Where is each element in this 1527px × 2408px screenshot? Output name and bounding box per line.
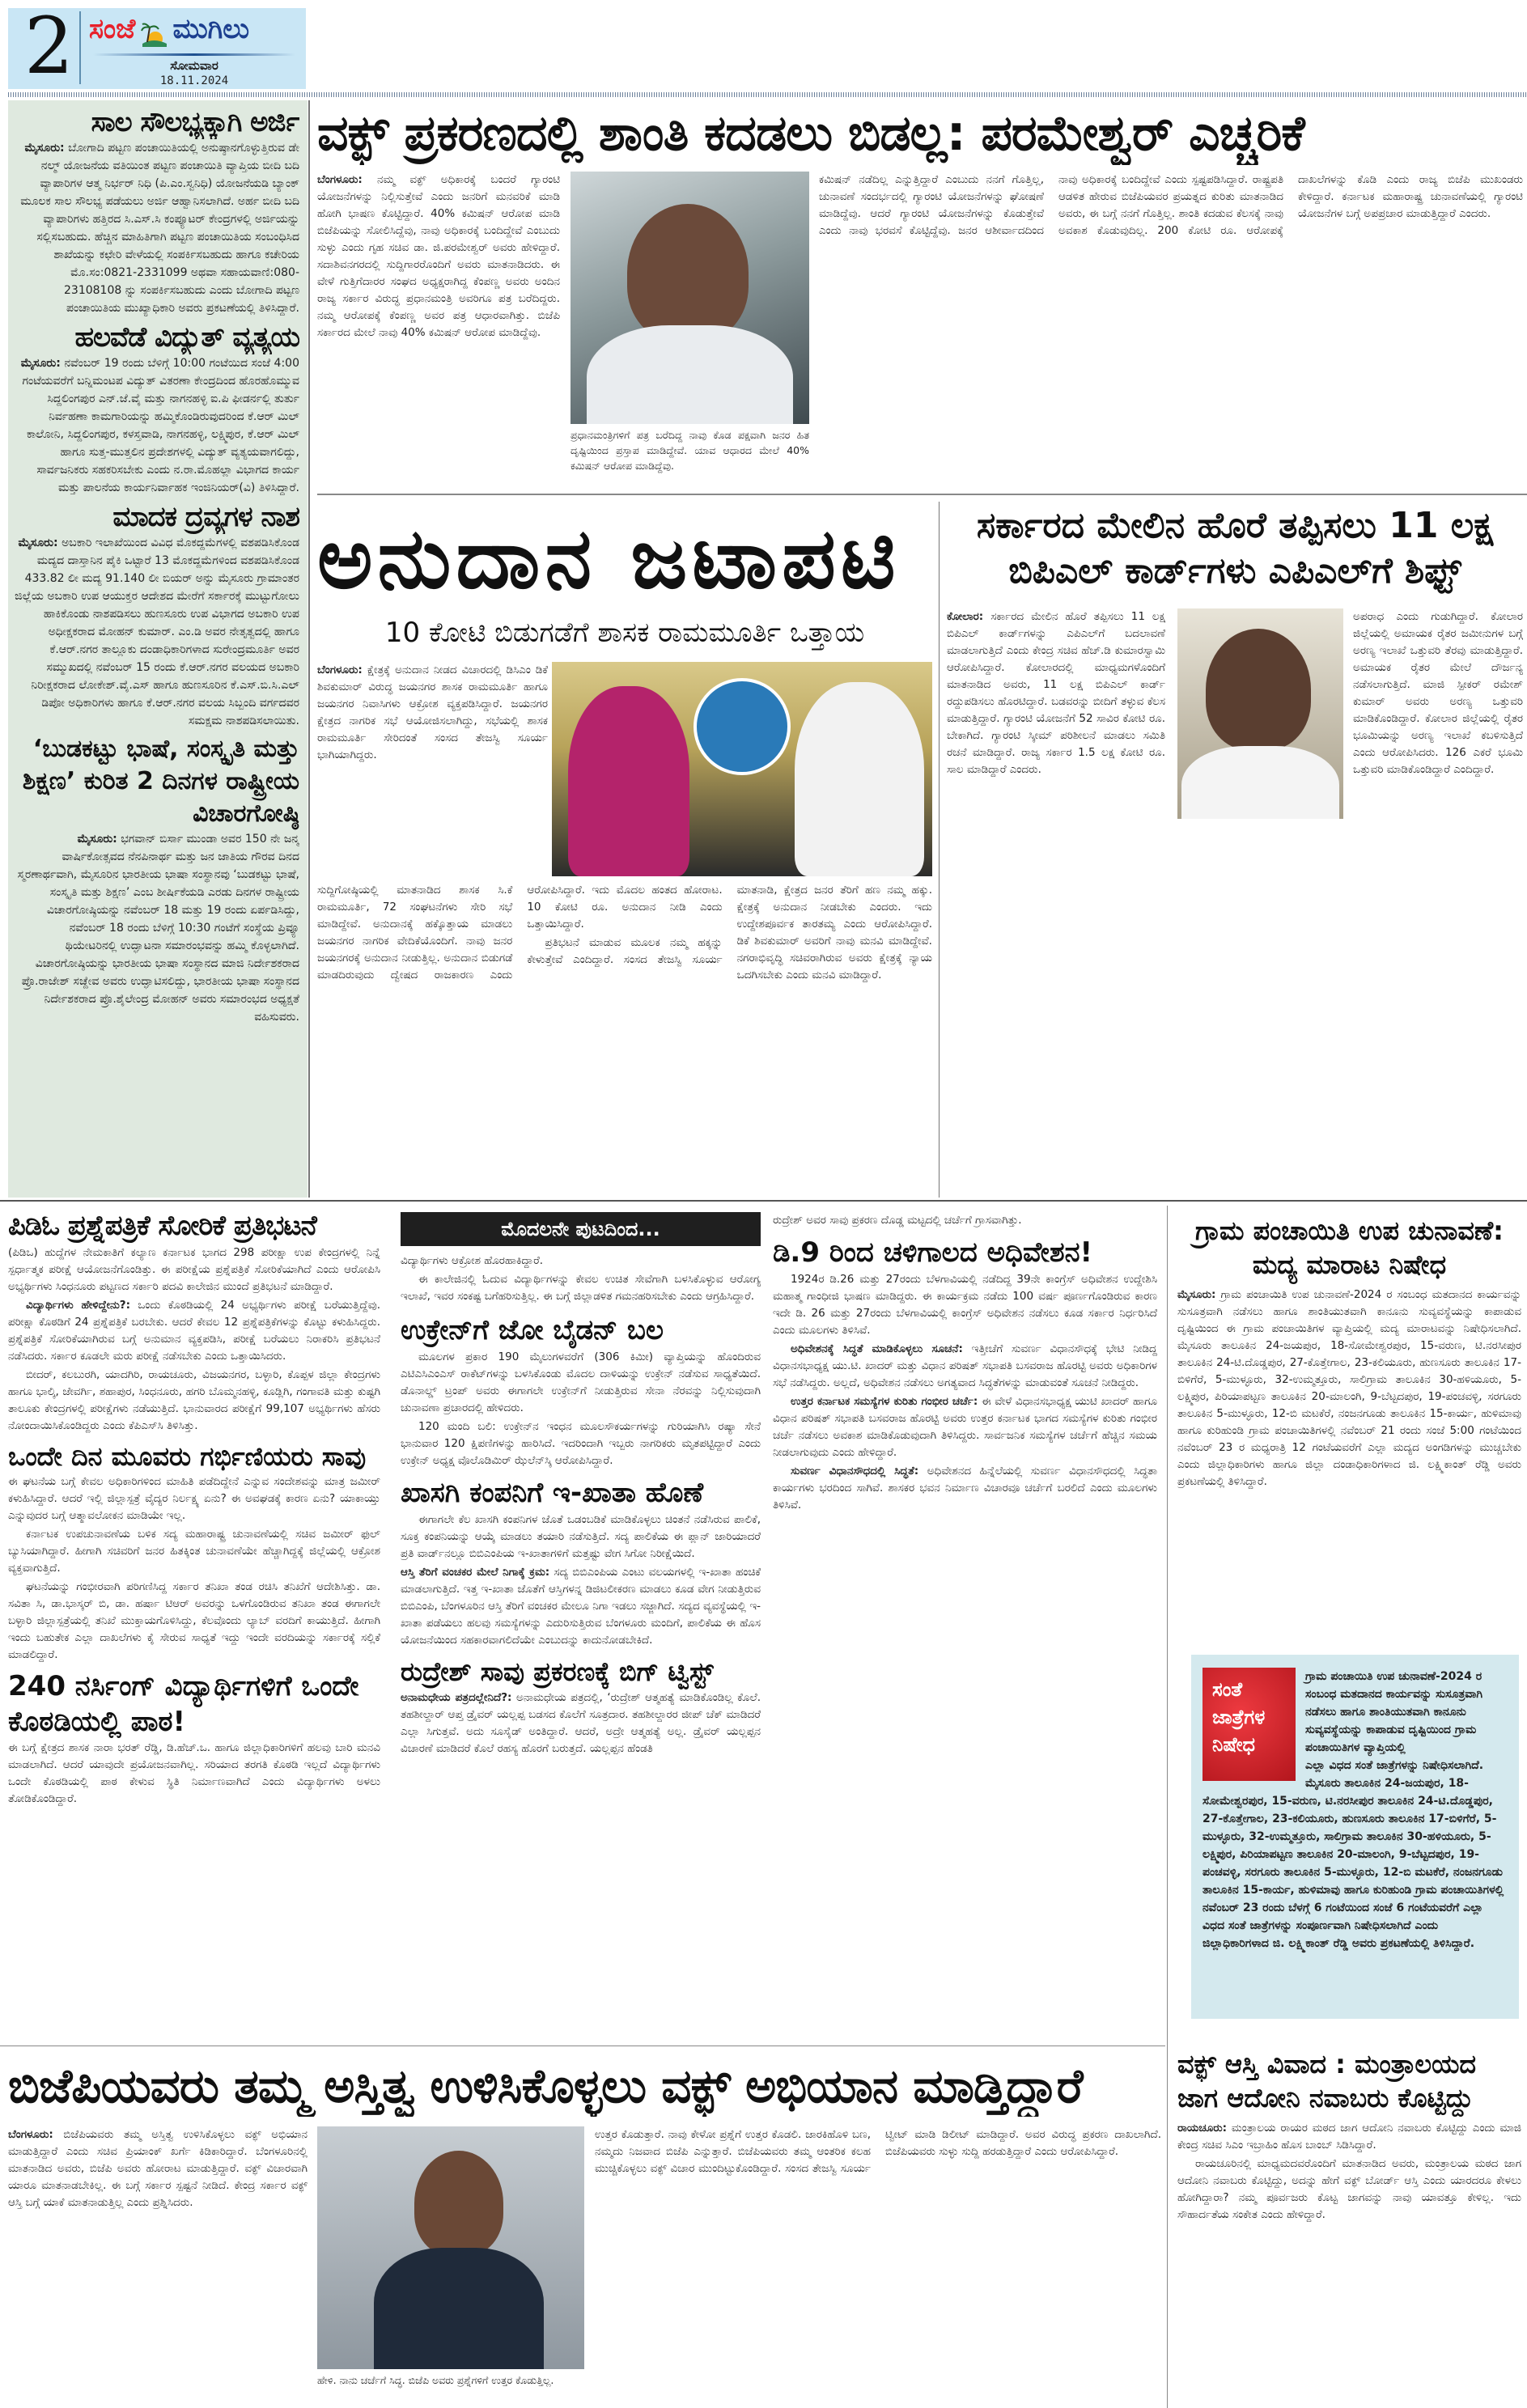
bottom-headline: ಬಿಜೆಪಿಯವರು ತಮ್ಮ ಅಸ್ತಿತ್ವ ಉಳಿಸಿಕೊಳ್ಳಲು ವಕ್ಫ್ ಅಭಿಯಾನ ಮಾಡ್ತಿದ್ದಾರೆ	[8, 2058, 1083, 2113]
story-paragraph: (ಪಿಡಿಒ) ಹುದ್ದೆಗಳ ನೇಮಕಾತಿಗೆ ಕಲ್ಯಾಣ ಕರ್ನಾಟಕ ಭಾಗದ 298 ಪರೀಕ್ಷಾ ಉಪ ಕೇಂದ್ರಗಳಲ್ಲಿ ನಿನ್ನೆ ಸ್ಪರ್ಧಾತ್ಮಕ ಪರೀಕ್ಷೆ ಆಯೋಜನೆಗೊಂಡಿತ್ತು. ಈ ಪರೀಕ್ಷೆಯ ಪ್ರಶ್ನೆಪತ್ರಿಕೆ ಸೋರಿಕೆಯಾಗಿದೆ ಎಂದು ಆರೋಪಿಸಿ ಅಭ್ಯರ್ಥಿಗಳು ಸಿಂಧನೂರು ಪಟ್ಟಣದ ಸರ್ಕಾರಿ ಪದವಿ ಕಾಲೇಜಿನ ಮುಂದೆ ಪ್ರತಿಭಟನೆ ಮಾಡಿದ್ದಾರೆ.	[8, 1246, 380, 1293]
story-paragraph: ಸುದ್ದಿಗೋಷ್ಠಿಯಲ್ಲಿ ಮಾತನಾಡಿದ ಶಾಸಕ ಸಿ.ಕೆ ರಾಮಮೂರ್ತಿ, 72 ಸಂಘಟನೆಗಳು ಸೇರಿ ಸಭೆ ಮಾಡಿದ್ದೇವೆ. ಅನುದಾನಕ್ಕೆ ಹಕ್ಕೊತ್ತಾಯ ಮಾಡಲು ಜಯನಗರ ನಾಗರಿಕ ವೇದಿಕೆಯೊಂದಿಗೆ. ನಾವು ಜನರ ಜಯನಗರಕ್ಕೆ ಅನುದಾನ ನೀಡುತ್ತಿಲ್ಲ. ಅನುದಾನ ಬಿಡುಗಡೆ ಮಾಡದಿರುವುದು ದ್ವೇಷದ ರಾಜಕಾರಣ ಎಂದು ಆರೋಪಿಸಿದ್ದಾರೆ. ಇದು ಮೊದಲ ಹಂತದ ಹೋರಾಟ. 10 ಕೋಟಿ ರೂ. ಅನುದಾನ ನೀಡಿ ಎಂದು ಒತ್ತಾಯಿಸಿದ್ದಾರೆ.	[317, 884, 723, 981]
story-paragraph: ಈ ಬಗ್ಗೆ ಕ್ಷೇತ್ರದ ಶಾಸಕ ನಾರಾ ಭರತ್ ರೆಡ್ಡಿ, ಡಿ.ಹೆಚ್.ಒ. ಹಾಗೂ ಜಿಲ್ಲಾಧಿಕಾರಿಗಳಿಗೆ ಹಲವು ಬಾರಿ ಮನವಿ ಮಾಡಲಾಗಿದೆ. ಆದರೆ ಯಾವುದೇ ಪ್ರಯೋಜನವಾಗಿಲ್ಲ. ಸರಿಯಾದ ತರಗತಿ ಕೊಠಡಿ ಇಲ್ಲದೆ ವಿದ್ಯಾರ್ಥಿಗಳು ಒಂದೇ ಕೊಠಡಿಯಲ್ಲಿ ಪಾಠ ಕೇಳುವ ಸ್ಥಿತಿ ನಿರ್ಮಾಣವಾಗಿದೆ ಎಂದು ವಿದ್ಯಾರ್ಥಿಗಳು ಅಳಲು ತೋಡಿಕೊಂಡಿದ್ದಾರೆ.	[8, 1741, 380, 1805]
grant-headline: ಅನುದಾನ ಜಟಾಪಟಿ	[317, 510, 901, 607]
pdo-body	[8, 1244, 380, 1436]
mantralaya-body	[1177, 2120, 1521, 2403]
sidebar-headline: ಹಲವೆಡೆ ವಿದ್ಯುತ್ ವ್ಯತ್ಯಯ	[74, 321, 299, 354]
story-text: ಇತ್ತೀಚೆಗೆ ಸುವರ್ಣ ವಿಧಾನಸೌಧಕ್ಕೆ ಭೇಟಿ ನೀಡಿದ್ದ ವಿಧಾನಸಭಾಧ್ಯಕ್ಷ ಯು.ಟಿ. ಖಾದರ್ ಮತ್ತು ವಿಧಾನ ಪರಿಷತ್ ಸಭಾಪತಿ ಬಸವರಾಜ ಹೊರಟ್ಟಿ ಅವರು ಅಧಿಕಾರಿಗಳ ಸಭೆ ನಡೆಸಿದ್ದರು. ಅಲ್ಲದೆ, ಅಧಿವೇಶನ ನಡೆಸಲು ಅಗತ್ಯವಾದ ಸಿದ್ಧತೆಗಳನ್ನು ಮಾಡುವಂತೆ ಸೂಚನೆ ನೀಡಿದ್ದರು.	[773, 1342, 1157, 1389]
story-text: ಅಪರಾಧ ಎಂದು ಗುಡುಗಿದ್ದಾರೆ. ಕೋಲಾರ ಜಿಲ್ಲೆಯಲ್ಲಿ ಅಮಾಯಕ ರೈತರ ಜಮೀನುಗಳ ಬಗ್ಗೆ ಅರಣ್ಯ ಇಲಾಖೆ ಒತ್ತುವರಿ ತೆರವು ಮಾಡುತ್ತಿದ್ದಾರೆ. ಅಮಾಯಕ ರೈತರ ಮೇಲೆ ದೌರ್ಜನ್ಯ ನಡೆಸಲಾಗುತ್ತಿದೆ. ಮಾಜಿ ಸ್ಪೀಕರ್ ರಮೇಶ್ ಕುಮಾರ್ ಅವರು ಅರಣ್ಯ ಒತ್ತುವರಿ ಮಾಡಿಕೊಂಡಿದ್ದಾರೆ. ಕೋಲಾರ ಜಿಲ್ಲೆಯಲ್ಲಿ ರೈತರ ಭೂಮಿಯನ್ನು ಅರಣ್ಯ ಇಲಾಖೆ ಕಬಳಿಸುತ್ತಿದೆ ಎಂದು ಆರೋಪಿಸಿದರು. 126 ಎಕರೆ ಭೂಮಿ ಒತ್ತುವರಿ ಮಾಡಿಕೊಂಡಿದ್ದಾರೆ ಎಂದಿದ್ದಾರೆ.	[1353, 610, 1523, 776]
subhead: ಅಧಿವೇಶನಕ್ಕೆ ಸಿದ್ಧತೆ ಮಾಡಿಕೊಳ್ಳಲು ಸೂಚನೆ:	[791, 1342, 963, 1355]
dateline: ಮೈಸೂರು:	[24, 142, 65, 155]
lead-headline: ವಕ್ಫ್ ಪ್ರಕರಣದಲ್ಲಿ ಶಾಂತಿ ಕದಡಲು ಬಿಡಲ್ಲ: ಪರಮೇಶ್ವರ್ ಎಚ್ಚರಿಕೆ	[317, 105, 1304, 162]
person-body	[374, 2248, 544, 2369]
sidebar-story	[15, 320, 299, 497]
subhead: ಅನಾಮಧೇಯ ಪತ್ರದಲ್ಲೇನಿದೆ?:	[401, 1691, 512, 1704]
top-dotted-rule	[8, 92, 1527, 97]
story-paragraph: ಕರ್ನಾಟಕ ಉಪಚುನಾವಣೆಯ ಬಳಿಕ ಸದ್ಯ ಮಹಾರಾಷ್ಟ್ರ ಚುನಾವಣೆಯಲ್ಲಿ ಸಚಿವ ಜಮೀರ್ ಫುಲ್ ಬ್ಯುಸಿಯಾಗಿದ್ದಾರೆ. ಹೀಗಾಗಿ ಸಚಿವರಿಗೆ ಜನರ ಹಿತಕ್ಕಿಂತ ಚುನಾವಣೆಯೇ ಹೆಚ್ಚಾಗಿದ್ದಕ್ಕೆ ಜಿಲ್ಲೆಯಲ್ಲಿ ಆಕ್ರೋಶ ವ್ಯಕ್ತವಾಗುತ್ತಿದೆ.	[8, 1528, 380, 1575]
person-right	[795, 682, 924, 876]
bottom-body-left	[8, 2126, 308, 2402]
story-paragraph: ಈ ಘಟನೆಯ ಬಗ್ಗೆ ಕೇವಲ ಅಧಿಕಾರಿಗಳಿಂದ ಮಾಹಿತಿ ಪಡೆದಿದ್ದೇನೆ ಎನ್ನುವ ಸಂದೇಶವನ್ನು ಮಾತ್ರ ಜಮೀರ್ ಕಳುಹಿಸಿದ್ದಾರೆ. ಆದರೆ ಇಲ್ಲಿ ಜಿಲ್ಲಾಸ್ಪತ್ರೆ ವೈದ್ಯರ ನಿರ್ಲಕ್ಷ್ಯ ಏನು? ಈ ಅವಘಡಕ್ಕೆ ಕಾರಣ ಏನು? ಯಾಕಾಯ್ತು ಎನ್ನುವುದರ ಬಗ್ಗೆ ಆತ್ಮಾವಲೋಕನ ಮಾಡಿಯೇ ಇಲ್ಲ.	[8, 1475, 380, 1522]
fair-ban-intro: ಗ್ರಾಮ ಪಂಚಾಯಿತಿ ಉಪ ಚುನಾವಣೆ-2024 ರ ಸಂಬಂಧ ಮತದಾನದ ಕಾರ್ಯವನ್ನು ಸುಸೂತ್ರವಾಗಿ ನಡೆಸಲು ಹಾಗೂ ಶಾಂತಿಯುತವಾಗಿ ಕಾನೂನು ಸುವ್ಯವಸ್ಥೆಯನ್ನು ಕಾಪಾಡುವ ದೃಷ್ಟಿಯಿಂದ ಗ್ರಾಮ ಪಂಚಾಯಿತಿಗಳ ವ್ಯಾಪ್ತಿಯಲ್ಲಿ	[1305, 1670, 1482, 1754]
person-body	[1181, 746, 1339, 819]
dateline: ಕೋಲಾರ:	[947, 610, 984, 623]
pregnant-body	[8, 1473, 380, 1665]
weekday: ಸೋಮವಾರ	[170, 58, 218, 73]
dateline: ಮೈಸೂರು:	[77, 833, 117, 846]
middle-bottom-rule	[0, 1200, 1527, 1202]
badge-line: ಸಂತೆ	[1212, 1678, 1243, 1701]
column-divider	[939, 502, 940, 1198]
story-text: ಅಧಿವೇಶನದ ಹಿನ್ನೆಲೆಯಲ್ಲಿ ಸುವರ್ಣ ವಿಧಾನಸೌಧದಲ್ಲಿ ಸಿದ್ಧತಾ ಕಾರ್ಯಗಳು ಭರದಿಂದ ಸಾಗಿವೆ. ಶಾಸಕರ ಭವನ ನಿರ್ಮಾಣ ವಿಚಾರವೂ ಚರ್ಚೆಗೆ ಬರಲಿದೆ ಎಂದು ಮೂಲಗಳು ತಿಳಿಸಿವೆ.	[773, 1465, 1157, 1511]
masthead-underline	[93, 53, 295, 56]
priyank-photo	[317, 2126, 584, 2369]
bottom-body-right	[595, 2126, 1161, 2402]
masthead-divider	[79, 11, 81, 84]
panchayat-headline: ಗ್ರಾಮ ಪಂಚಾಯಿತಿ ಉಪ ಚುನಾವಣೆ: ಮದ್ಯ ಮಾರಾಟ ನಿಷೇಧ	[1195, 1215, 1504, 1280]
story-paragraph: ಈ ಕಾಲೇಜಿನಲ್ಲಿ ಓದುವ ವಿದ್ಯಾರ್ಥಿಗಳನ್ನು ಕೇವಲ ಉಚಿತ ಸೇವೆಗಾಗಿ ಬಳಸಿಕೊಳ್ಳುವ ಆರೋಗ್ಯ ಇಲಾಖೆ, ಇವರ ಸಂಕಷ್ಟ ಬಗೆಹರಿಸುತ್ತಿಲ್ಲ. ಈ ಬಗ್ಗೆ ಜಿಲ್ಲಾಡಳಿತ ಗಮನಹರಿಸಬೇಕು ಎಂದು ಆಗ್ರಹಿಸಿದ್ದಾರೆ.	[401, 1273, 761, 1303]
photo-caption: ಹೇಳಿ. ನಾನು ಚರ್ಚೆಗೆ ಸಿದ್ಧ. ಬಿಜೆಪಿ ಅವರು ಪ್ರಶ್ನೆಗಳಿಗೆ ಉತ್ತರ ಕೊಡುತ್ತಿಲ್ಲ.	[317, 2374, 554, 2386]
fair-ban-box	[1191, 1655, 1519, 2019]
story-paragraph: ಈಗಾಗಲೇ ಕೆಲ ಖಾಸಗಿ ಕಂಪನಿಗಳ ಜೊತೆ ಒಡಂಬಡಿಕೆ ಮಾಡಿಕೊಳ್ಳಲು ಚಿಂತನೆ ನಡೆಸಿರುವ ಪಾಲಿಕೆ, ಸೂಕ್ತ ಕಂಪನಿಯನ್ನು ಆಯ್ಕೆ ಮಾಡಲು ತಯಾರಿ ನಡೆಸುತ್ತಿದೆ. ಸದ್ಯ ಪಾಲಿಕೆಯ ಈ ಪ್ಲಾನ್ ಜಾರಿಯಾದರೆ ಪ್ರತಿ ವಾರ್ಡ್‌ನಲ್ಲೂ ಬಿಬಿಎಂಪಿಯ ಇ-ಖಾತಾಗಳಿಗೆ ಮತ್ತಷ್ಟು ವೇಗ ಸಿಗೋ ನಿರೀಕ್ಷೆಯಿದೆ.	[401, 1513, 761, 1560]
subhead: ಉತ್ತರ ಕರ್ನಾಟಕ ಸಮಸ್ಯೆಗಳ ಕುರಿತು ಗಂಭೀರ ಚರ್ಚೆ:	[791, 1395, 978, 1408]
sidebar-story	[15, 105, 299, 317]
ekhata-headline: ಖಾಸಗಿ ಕಂಪನಿಗೆ ಇ-ಖಾತಾ ಹೊಣೆ	[401, 1477, 704, 1509]
person-figure	[627, 204, 749, 341]
rudresh-headline: ರುದ್ರೇಶ್ ಸಾವು ಪ್ರಕರಣಕ್ಕೆ ಬಿಗ್ ಟ್ವಿಸ್ಟ್	[401, 1656, 714, 1687]
page-number: 2	[24, 1, 74, 91]
badge-line: ನಿಷೇಧ	[1212, 1733, 1256, 1756]
sidebar-body	[15, 830, 299, 1026]
ukraine-headline: ಉಕ್ರೇನ್‌ಗೆ ಜೋ ಬೈಡನ್ ಬಲ	[401, 1314, 664, 1346]
grant-body-bottom	[317, 882, 932, 1193]
paper-name-blue: ಮುಗಿಲು	[172, 13, 250, 45]
session-headline: ಡಿ.9 ರಿಂದ ಚಳಿಗಾಲದ ಅಧಿವೇಶನ!	[773, 1236, 1093, 1269]
dateline: ಬೆಂಗಳೂರು:	[317, 663, 363, 676]
subhead: ಆಸ್ತಿ ತೆರಿಗೆ ವಂಚಕರ ಮೇಲೆ ನಿಗಾಕ್ಕೆ ಕ್ರಮ:	[401, 1566, 550, 1579]
lead-bottom-rule	[317, 494, 1527, 495]
panchayat-body	[1177, 1287, 1521, 1643]
sun-palm-logo-icon	[139, 23, 168, 47]
sidebar-story	[15, 733, 299, 1026]
grant-body-top	[317, 662, 548, 856]
pregnant-headline: ಒಂದೇ ದಿನ ಮೂವರು ಗರ್ಭಿಣಿಯರು ಸಾವು	[8, 1441, 367, 1472]
dateline: ಮೈಸೂರು:	[1177, 1288, 1216, 1301]
person-left	[568, 686, 689, 876]
subhead: ಸುವರ್ಣ ವಿಧಾನಸೌಧದಲ್ಲಿ ಸಿದ್ಧತೆ:	[791, 1465, 919, 1477]
story-text: ಕ್ಷೇತ್ರಕ್ಕೆ ಅನುದಾನ ನೀಡದ ವಿಚಾರದಲ್ಲಿ ಡಿಸಿಎಂ ಡಿಕೆ ಶಿವಕುಮಾರ್ ವಿರುದ್ಧ ಜಯನಗರ ಶಾಸಕ ರಾಮಮೂರ್ತಿ ಹಾಗೂ ಜಯನಗರ ನಿವಾಸಿಗಳು ಆಕ್ರೋಶ ವ್ಯಕ್ತಪಡಿಸಿದ್ದಾರೆ. ಜಯನಗರ ಕ್ಷೇತ್ರದ ನಾಗರಿಕ ಸಭೆ ಆಯೋಜಿಸಲಾಗಿದ್ದು, ಸಭೆಯಲ್ಲಿ ಶಾಸಕ ರಾಮಮೂರ್ತಿ ಸೇರಿದಂತೆ ಸಂಸದ ತೇಜಸ್ವಿ ಸೂರ್ಯ ಭಾಗಿಯಾಗಿದ್ದರು.	[317, 663, 548, 761]
story-paragraph: 1924ರ ಡಿ.26 ಮತ್ತು 27ರಂದು ಬೆಳಗಾವಿಯಲ್ಲಿ ನಡೆದಿದ್ದ 39ನೇ ಕಾಂಗ್ರೆಸ್ ಅಧಿವೇಶನ ಉದ್ದೇಶಿಸಿ ಮಹಾತ್ಮ ಗಾಂಧೀಜಿ ಭಾಷಣ ಮಾಡಿದ್ದರು. ಈ ಕಾರ್ಯಕ್ರಮ ನಡೆದು 100 ವರ್ಷ ಪೂರ್ಣಗೊಂಡಿರುವ ಕಾರಣ ಇದೇ ಡಿ. 26 ಮತ್ತು 27ರಂದು ಬೆಳಗಾವಿಯಲ್ಲಿ ಕಾಂಗ್ರೆಸ್ ಅಧಿವೇಶನ ನಡೆಸಲು ಕೂಡ ಸರ್ಕಾರ ನಿರ್ಧರಿಸಿದೆ ಎಂದು ಮೂಲಗಳು ತಿಳಿಸಿವೆ.	[773, 1273, 1157, 1337]
story-paragraph: ವಿದ್ಯಾರ್ಥಿಗಳು ಆಕ್ರೋಶ ಹೊರಹಾಕಿದ್ದಾರೆ.	[401, 1254, 544, 1267]
dateline: ರಾಯಚೂರು:	[1177, 2122, 1228, 2135]
rudresh-body	[401, 1689, 761, 1759]
dateline: ಬೆಂಗಳೂರು:	[8, 2128, 53, 2141]
sidebar-story	[15, 500, 299, 730]
sidebar-divider	[308, 100, 310, 1198]
bpl-body-left	[947, 608, 1165, 1191]
lower-left-column	[8, 1207, 380, 2041]
pdo-headline: ಪಿಡಿಓ ಪ್ರಶ್ನೆಪತ್ರಿಕೆ ಸೋರಿಕೆ ಪ್ರತಿಭಟನೆ	[8, 1210, 316, 1242]
story-text: ಸರ್ಕಾರದ ಮೇಲಿನ ಹೊರೆ ತಪ್ಪಿಸಲು 11 ಲಕ್ಷ ಬಿಪಿಎಲ್ ಕಾರ್ಡ್‌ಗಳನ್ನು ಎಪಿಎಲ್‌ಗೆ ಬದಲಾವಣೆ ಮಾಡಲಾಗುತ್ತಿದೆ ಎಂದು ಕೇಂದ್ರ ಸಚಿವ ಹೆಚ್.ಡಿ ಕುಮಾರಸ್ವಾಮಿ ಆರೋಪಿಸಿದ್ದಾರೆ. ಕೋಲಾರದಲ್ಲಿ ಮಾಧ್ಯಮಗಳೊಂದಿಗೆ ಮಾತನಾಡಿದ ಅವರು, 11 ಲಕ್ಷ ಬಿಪಿಎಲ್ ಕಾರ್ಡ್ ರದ್ದುಪಡಿಸಲು ಹೊರಟಿದ್ದಾರೆ. ಬಡವರನ್ನು ಬೀದಿಗೆ ತಳ್ಳುವ ಕೆಲಸ ಮಾಡುತ್ತಿದ್ದಾರೆ. ಗ್ಯಾರಂಟಿ ಯೋಜನೆಗೆ 52 ಸಾವಿರ ಕೋಟಿ ರೂ. ಬೇಕಾಗಿದೆ. ಗ್ಯಾರಂಟಿ ಸ್ಕೀಮ್ ಪರಿಶೀಲನೆ ಮಾಡಲು ಸಮಿತಿ ರಚನೆ ಮಾಡಿದ್ದಾರೆ. ರಾಜ್ಯ ಸರ್ಕಾರ 1.5 ಲಕ್ಷ ಕೋಟಿ ರೂ. ಸಾಲ ಮಾಡಿದ್ದಾರೆ ಎಂದರು.	[947, 610, 1165, 776]
dateline: ಮೈಸೂರು:	[20, 357, 61, 370]
ekhata-body	[401, 1511, 761, 1651]
col-a-body	[401, 1253, 761, 1307]
sidebar-headline: ಮಾದಕ ದ್ರವ್ಯಗಳ ನಾಶ	[112, 501, 299, 533]
subhead: ವಿದ್ಯಾರ್ಥಿಗಳು ಹೇಳಿದ್ದೇನು?:	[26, 1299, 130, 1312]
story-text: ಉತ್ತರ ಕೊಡುತ್ತಾರೆ. ನಾವು ಕೇಳೋ ಪ್ರಶ್ನೆಗೆ ಉತ್ತರ ಕೊಡಲಿ. ಜಾರಕಿಹೊಳಿ ಬಣ, ನಮ್ಮದು ನಿಜವಾದ ಬಿಜೆಪಿ ಎನ್ನುತ್ತಾರೆ. ಬಿಜೆಪಿಯವರು ತಮ್ಮ ಆಂತರಿಕ ಕಲಹ ಮುಚ್ಚಿಕೊಳ್ಳಲು ವಕ್ಫ್ ವಿಚಾರ ಮುಂದಿಟ್ಟುಕೊಂಡಿದ್ದಾರೆ. ಸಂಸದ ತೇಜಸ್ವಿ ಸೂರ್ಯ ಟ್ವೀಟ್ ಮಾಡಿ ಡಿಲೀಟ್ ಮಾಡಿದ್ದಾರೆ. ಅವರ ವಿರುದ್ಧ ಪ್ರಕರಣ ದಾಖಲಾಗಿದೆ. ಬಿಜೆಪಿಯವರು ಸುಳ್ಳು ಸುದ್ದಿ ಹರಡುತ್ತಿದ್ದಾರೆ ಎಂದು ಆರೋಪಿಸಿದ್ದಾರೆ.	[595, 2128, 1161, 2175]
sidebar	[8, 100, 308, 1198]
person-figure	[414, 2151, 503, 2256]
issue-date: 18.11.2024	[159, 74, 229, 87]
story-text: ನಮ್ಮ ವಕ್ಫ್ ಅಧಿಕಾರಕ್ಕೆ ಬಂದರೆ ಗ್ಯಾರಂಟಿ ಯೋಜನೆಗಳನ್ನು ನಿಲ್ಲಿಸುತ್ತೇವೆ ಎಂದು ಜನರಿಗೆ ಮನವರಿಕೆ ಮಾಡಿ ಹೋಗಿ ಭಾಷಣ ಕೊಟ್ಟಿದ್ದಾರೆ. 40% ಕಮಿಷನ್ ಆರೋಪ ಮಾಡಿ ಬಿಜೆಪಿಯನ್ನು ಸೋಲಿಸಿದ್ದೆವು, ನಾವು ಅಧಿಕಾರಕ್ಕೆ ಬಂದಿದ್ದೇವೆ ಎಂಬುದು ಸುಳ್ಳು ಎಂದು ಗೃಹ ಸಚಿವ ಡಾ. ಜಿ.ಪರಮೇಶ್ವರ್ ಅವರು ಹೇಳಿದ್ದಾರೆ. ಸದಾಶಿವನಗರದಲ್ಲಿ ಸುದ್ದಿಗಾರರೊಂದಿಗೆ ಅವರು ಮಾತನಾಡಿದರು. ಈ ವೇಳೆ ಗುತ್ತಿಗೆದಾರರ ಸಂಘದ ಅಧ್ಯಕ್ಷರಾಗಿದ್ದ ಕೆಂಪಣ್ಣ ಅವರು ಅಂದಿನ ರಾಜ್ಯ ಸರ್ಕಾರ ವಿರುದ್ಧ ಪ್ರಧಾನಮಂತ್ರಿ ಅವರಿಗೂ ಪತ್ರ ಬರೆದಿದ್ದರು. ನಮ್ಮ ಆರೋಪಕ್ಕೆ ಕೆಂಪಣ್ಣ ಅವರ ಪತ್ರ ಆಧಾರವಾಗಿತ್ತು. ಬಿಜೆಪಿ ಸರ್ಕಾರದ ಮೇಲೆ ನಾವು 40% ಕಮಿಷನ್ ಆರೋಪ ಮಾಡಿದ್ದೆವು.	[317, 173, 560, 339]
grant-subhead: 10 ಕೋಟಿ ಬಿಡುಗಡೆಗೆ ಶಾಸಕ ರಾಮಮೂರ್ತಿ ಒತ್ತಾಯ	[384, 617, 865, 649]
story-text: ಕಮಿಷನ್ ನಡೆದಿಲ್ಲ ಎನ್ನುತ್ತಿದ್ದಾರೆ ಎಂಬುದು ನನಗೆ ಗೊತ್ತಿಲ್ಲ, ಚುನಾವಣೆ ಸಂದರ್ಭದಲ್ಲಿ ಗ್ಯಾರಂಟಿ ಯೋಜನೆಗಳನ್ನು ಘೋಷಣೆ ಮಾಡಿದ್ದೆವು. ಆದರೆ ಗ್ಯಾರಂಟಿ ಯೋಜನೆಗಳನ್ನು ಕೊಡುತ್ತೇವೆ ಎಂದು ನಾವು ಭರವಸೆ ಕೊಟ್ಟಿದ್ದೆವು. ಜನರ ಆಶೀರ್ವಾದದಿಂದ ನಾವು ಅಧಿಕಾರಕ್ಕೆ ಬಂದಿದ್ದೇವೆ ಎಂದು ಸ್ಪಷ್ಟಪಡಿಸಿದ್ದಾರೆ. ರಾಷ್ಟ್ರಪತಿ ಆಡಳಿತ ಹೇರುವ ಬಿಜೆಪಿಯವರ ಪ್ರಯತ್ನದ ಕುರಿತು ಮಾತನಾಡಿದ ಅವರು, ಈ ಬಗ್ಗೆ ನನಗೆ ಗೊತ್ತಿಲ್ಲ. ಶಾಂತಿ ಕದಡುವ ಕೆಲಸಕ್ಕೆ ನಾವು ಅವಕಾಶ ಕೊಡುವುದಿಲ್ಲ. 200 ಕೋಟಿ ರೂ. ಆರೋಪಕ್ಕೆ ದಾಖಲೆಗಳನ್ನು ಕೊಡಿ ಎಂದು ರಾಜ್ಯ ಬಿಜೆಪಿ ಮುಖಂಡರು ಕೇಳಿದ್ದಾರೆ. ಕರ್ನಾಟಕ ಮಹಾರಾಷ್ಟ್ರ ಚುನಾವಣೆಯಲ್ಲಿ ಗ್ಯಾರಂಟಿ ಯೋಜನೆಗಳ ಬಗ್ಗೆ ಅಪಪ್ರಚಾರ ಮಾಡುತ್ತಿದ್ದಾರೆ ಎಂದರು.	[819, 173, 1523, 237]
col-b-body	[773, 1212, 1157, 1231]
continued-col-a	[401, 1253, 761, 2046]
bpl-headline: ಸರ್ಕಾರದ ಮೇಲಿನ ಹೊರೆ ತಪ್ಪಿಸಲು 11 ಲಕ್ಷ ಬಿಪಿಎಲ್ ಕಾರ್ಡ್‌ಗಳು ಎಪಿಎಲ್‌ಗೆ ಶಿಫ್ಟ್	[976, 505, 1494, 591]
story-paragraph: ಪ್ರತಿಭಟನೆ ಮಾಡುವ ಮೂಲಕ ನಮ್ಮ ಹಕ್ಕನ್ನು ಕೇಳುತ್ತೇವೆ ಎಂದಿದ್ದಾರೆ. ಸಂಸದ ತೇಜಸ್ವಿ ಸೂರ್ಯ ಮಾತನಾಡಿ, ಕ್ಷೇತ್ರದ ಜನರ ತೆರಿಗೆ ಹಣ ನಮ್ಮ ಹಕ್ಕು. ಕ್ಷೇತ್ರಕ್ಕೆ ಅನುದಾನ ನೀಡಬೇಕು ಎಂದರು. ಇದು ಉದ್ದೇಶಪೂರ್ವಕ ತಾರತಮ್ಯ ಎಂದು ಆರೋಪಿಸಿದ್ದಾರೆ. ಡಿಕೆ ಶಿವಕುಮಾರ್ ಅವರಿಗೆ ನಾವು ಮನವಿ ಮಾಡಿದ್ದೇವೆ. ನಗರಾಭಿವೃದ್ಧಿ ಸಚಿವರಾಗಿರುವ ಅವರು ಕ್ಷೇತ್ರಕ್ಕೆ ನ್ಯಾಯ ಒದಗಿಸಬೇಕು ಎಂದು ಮನವಿ ಮಾಡಿದ್ದಾರೆ.	[527, 884, 932, 981]
sidebar-headline: ‘ಬುಡಕಟ್ಟು ಭಾಷೆ, ಸಂಸ್ಕೃತಿ ಮತ್ತು ಶಿಕ್ಷಣ’ ಕುರಿತ 2 ದಿನಗಳ ರಾಷ್ಟ್ರೀಯ ವಿಚಾರಗೋಷ್ಠಿ	[22, 735, 299, 828]
person-figure	[1206, 629, 1311, 750]
inset-circle	[694, 678, 791, 775]
story-text: ಮಂತ್ರಾಲಯ ರಾಯರ ಮಠದ ಜಾಗ ಆದೋನಿ ನವಾಬರು ಕೊಟ್ಟಿದ್ದು ಎಂದು ಮಾಜಿ ಕೇಂದ್ರ ಸಚಿವ ಸಿಎಂ ಇಬ್ರಾಹಿಂ ಹೊಸ ಬಾಂಬ್ ಸಿಡಿಸಿದ್ದಾರೆ.	[1177, 2122, 1521, 2152]
ukraine-body	[401, 1349, 761, 1471]
mantralaya-headline: ವಕ್ಫ್ ಆಸ್ತಿ ವಿವಾದ : ಮಂತ್ರಾಲಯದ ಜಾಗ ಆದೋನಿ ನವಾಬರು ಕೊಟ್ಟಿದ್ದು	[1177, 2049, 1477, 2113]
parameshwar-photo	[571, 172, 809, 424]
nursing-headline: 240 ನರ್ಸಿಂಗ್ ವಿದ್ಯಾರ್ಥಿಗಳಿಗೆ ಒಂದೇ ಕೊಠಡಿಯಲ್ಲಿ ಪಾಠ!	[8, 1670, 359, 1738]
continued-banner-label: ಮೊದಲನೇ ಪುಟದಿಂದ...	[501, 1218, 660, 1240]
session-body	[773, 1271, 1157, 1516]
paper-name-red: ಸಂಜೆ	[89, 13, 136, 45]
story-text: ಭಗವಾನ್ ಬಿರ್ಸಾ ಮುಂಡಾ ಅವರ 150 ನೇ ಜನ್ಮ ವಾರ್ಷಿಕೋತ್ಸವದ ನೆನಪಿನಾರ್ಥ ಮತ್ತು ಜನ ಜಾತಿಯ ಗೌರವ ದಿನದ ಸ್ಮರಣಾರ್ಥವಾಗಿ, ಮೈಸೂರಿನ ಭಾರತೀಯ ಭಾಷಾ ಸಂಸ್ಥಾನವು ‘ಬುಡಕಟ್ಟು ಭಾಷೆ, ಸಂಸ್ಕೃತಿ ಮತ್ತು ಶಿಕ್ಷಣ’ ಎಂಬ ಶೀರ್ಷಿಕೆಯಡಿ ಎರಡು ದಿನಗಳ ರಾಷ್ಟ್ರೀಯ ವಿಚಾರಗೋಷ್ಠಿಯನ್ನು ನವೆಂಬರ್ 18 ಮತ್ತು 19 ರಂದು ಏರ್ಪಡಿಸಿದ್ದು, ನವೆಂಬರ್ 18 ರಂದು ಬೆಳಿಗ್ಗೆ 10:30 ಗಂಟೆಗೆ ಸಂಸ್ಥೆಯ ಪ್ರಿವ್ಯೂ ಥಿಯೇಟರಿನಲ್ಲಿ ಉದ್ಘಾಟನಾ ಸಮಾರಂಭವನ್ನು ಹಮ್ಮಿ ಕೊಳ್ಳಲಾಗಿದೆ. ವಿಚಾರಗೋಷ್ಠಿಯನ್ನು ಭಾರತೀಯ ಭಾಷಾ ಸಂಸ್ಥಾನದ ಮಾಜಿ ನಿರ್ದೇಶಕರಾದ ಪ್ರೊ.ರಾಜೇಶ್ ಸಚ್ದೇವ ಅವರು ಉದ್ಘಾಟಿಸಲಿದ್ದು, ಭಾರತೀಯ ಭಾಷಾ ಸಂಸ್ಥಾನದ ನಿರ್ದೇಶಕರಾದ ಪ್ರೊ.ಶೈಲೇಂದ್ರ ಮೋಹನ್ ಅವರು ಸಮಾರಂಭದ ಅಧ್ಯಕ್ಷತೆ ವಹಿಸುವರು.	[17, 833, 299, 1024]
story-text: ಒಂದು ಕೊಠಡಿಯಲ್ಲಿ 24 ಅಭ್ಯರ್ಥಿಗಳು ಪರೀಕ್ಷೆ ಬರೆಯುತ್ತಿದ್ದೆವು. ಪರೀಕ್ಷಾ ಕೊಠಡಿಗೆ 24 ಪ್ರಶ್ನೆಪತ್ರಿಕೆ ಬರಬೇಕು. ಆದರೆ ಕೇವಲ 12 ಪ್ರಶ್ನೆಪತ್ರಿಕೆಗಳನ್ನು ಕೊಟ್ಟು ಕಳುಹಿಸಿದ್ದರು. ಪ್ರಶ್ನೆಪತ್ರಿಕೆ ಸೋರಿಕೆಯಾಗಿರುವ ಬಗ್ಗೆ ಅನುಮಾನ ವ್ಯಕ್ತಪಡಿಸಿ, ಪರೀಕ್ಷೆ ಬರೆಯಲು ನಿರಾಕರಿಸಿ ಪ್ರತಿಭಟನೆ ನಡೆಸಿದರು. ಸರ್ಕಾರ ಕೂಡಲೇ ಮರು ಪರೀಕ್ಷೆ ನಡೆಸಬೇಕು ಎಂದು ಒತ್ತಾಯಿಸಿದರು.	[8, 1299, 380, 1363]
bpl-body-right	[1353, 608, 1523, 1191]
kumaraswamy-photo	[1177, 608, 1343, 819]
nursing-body	[8, 1740, 380, 1809]
story-text: ಈ ವೇಳೆ ವಿಧಾನಸಭಾಧ್ಯಕ್ಷ ಯುಟಿ ಖಾದರ್ ಹಾಗೂ ವಿಧಾನ ಪರಿಷತ್ ಸಭಾಪತಿ ಬಸವರಾಜ ಹೊರಟ್ಟಿ ಅವರು ಉತ್ತರ ಕರ್ನಾಟಕ ಭಾಗದ ಸಮಸ್ಯೆಗಳ ಕುರಿತು ಗಂಭೀರ ಚರ್ಚೆ ನಡೆಸಲು ಅವಕಾಶ ಮಾಡಿಕೊಡುವುದಾಗಿ ತಿಳಿಸಿದ್ದರು. ಸಾರ್ವಜನಿಕ ಸಮಸ್ಯೆಗಳ ಚರ್ಚೆಗೆ ಹೆಚ್ಚಿನ ಸಮಯ ನೀಡಲಾಗುವುದು ಎಂದು ಹೇಳಿದ್ದಾರೆ.	[773, 1395, 1157, 1459]
lead-body-left	[317, 172, 560, 489]
story-text: ಅಬಕಾರಿ ಇಲಾಖೆಯಿಂದ ವಿವಿಧ ಮೊಕದ್ದಮೆಗಳಲ್ಲಿ ವಶಪಡಿಸಿಕೊಂಡ ಮದ್ಯದ ದಾಸ್ತಾನಿನ ಪೈಕಿ ಒಟ್ಟಾರೆ 13 ಮೊಕದ್ದಮೆಗಳಿಂದ ವಶಪಡಿಸಿಕೊಂಡ 433.82 ಲೀ ಮದ್ಯ 91.140 ಲೀ ಬಿಯರ್ ಅನ್ನು ಮೈಸೂರು ಗ್ರಾಮಾಂತರ ಜಿಲ್ಲೆಯ ಅಬಕಾರಿ ಉಪ ಆಯುಕ್ತರ ಆದೇಶದ ಮೇರೆಗೆ ಸರ್ಕಾರಕ್ಕೆ ಮುಟ್ಟುಗೋಲು ಹಾಕಿಕೊಂಡು ನಾಶಪಡಿಸಲು ಹುಣಸೂರು ಉಪ ವಿಭಾಗದ ಅಬಕಾರಿ ಉಪ ಅಧೀಕ್ಷಕರಾದ ಮೋಹನ್ ಕುಮಾರ್. ಎಂ.ಡಿ ಅವರ ನೇತೃತ್ವದಲ್ಲಿ ಹಾಗೂ ಕೆ.ಆರ್.ನಗರ ತಾಲ್ಲೂಕು ದಂಡಾಧಿಕಾರಿಗಳಾದ ಸುರೇಂದ್ರಮೂರ್ತಿ ಅವರ ಸಮ್ಮುಖದಲ್ಲಿ ನವೆಂಬರ್ 15 ರಂದು ಕೆ.ಆರ್.ನಗರ ವಲಯದ ಅಬಕಾರಿ ನಿರೀಕ್ಷಕರಾದ ಲೋಕೇಶ್.ವೈ.ಎಸ್ ಹಾಗೂ ಹುಣಸೂರಿನ ಕೆ.ಎಸ್.ಬಿ.ಸಿ.ಎಲ್ ಡಿಪೋ ಅಧಿಕಾರಿಗಳು ಹಾಗೂ ಕೆ.ಆರ್.ನಗರ ವಲಯ ಸಿಬ್ಬಂದಿ ವರ್ಗದವರ ಸಮಕ್ಷಮ ನಾಶಪಡಿಸಲಾಯಿತು.	[15, 536, 299, 727]
story-paragraph: ಮೂಲಗಳ ಪ್ರಕಾರ 190 ಮೈಲುಗಳವರೆಗೆ (306 ಕಿಮೀ) ವ್ಯಾಪ್ತಿಯನ್ನು ಹೊಂದಿರುವ ಎಟಿಎಸಿಎಂಎಸ್ ರಾಕೆಟ್‌ಗಳನ್ನು ಬಳಸಿಕೊಂಡು ಮೊದಲ ದಾಳಿಯನ್ನು ಉಕ್ರೇನ್ ನಡೆಸುವ ಸಾಧ್ಯತೆಯಿದೆ. ಡೊನಾಲ್ಡ್ ಟ್ರಂಪ್ ಅವರು ಈಗಾಗಲೇ ಉಕ್ರೇನ್‌ಗೆ ನೀಡುತ್ತಿರುವ ಸೇನಾ ನೆರವನ್ನು ನಿಲ್ಲಿಸುವುದಾಗಿ ಚುನಾವಣಾ ಪ್ರಚಾರದಲ್ಲಿ ಹೇಳಿದರು.	[401, 1350, 761, 1414]
story-paragraph: ಘಟನೆಯನ್ನು ಗಂಭೀರವಾಗಿ ಪರಿಗಣಿಸಿದ್ದ ಸರ್ಕಾರ ತನಿಖಾ ತಂಡ ರಚಿಸಿ ತನಿಖೆಗೆ ಆದೇಶಿಸಿತ್ತು. ಡಾ. ಸವಿತಾ ಸಿ, ಡಾ.ಭಾಸ್ಕರ್ ಬಿ, ಡಾ. ಹರ್ಷಾ ಟಿಆರ್ ಅವರನ್ನು ಒಳಗೊಂಡಿರುವ ತನಿಖಾ ತಂಡ ಈಗಾಗಲೇ ಬಳ್ಳಾರಿ ಜಿಲ್ಲಾಸ್ಪತ್ರೆಯಲ್ಲಿ ತನಿಖೆ ಮುಕ್ತಾಯಗೊಳಿಸಿದ್ದು, ಕೆಲವೊಂದು ಲ್ಯಾಬ್ ವರದಿಗೆ ಕಾಯುತ್ತಿದೆ. ಹೀಗಾಗಿ ಇಂದು ಬಹುತೇಕ ಎಲ್ಲಾ ದಾಖಲೆಗಳು ಕೈ ಸೇರುವ ಸಾಧ್ಯತೆ ಇದ್ದು ಇಂದೇ ವರದಿಯನ್ನು ಸರ್ಕಾರಕ್ಕೆ ಸಲ್ಲಿಕೆ ಮಾಡಲಿದ್ದಾರೆ.	[8, 1580, 380, 1661]
dateline: ಬೆಂಗಳೂರು:	[317, 173, 363, 186]
paper-name	[89, 13, 299, 52]
story-text: ನವೆಂಬರ್ 19 ರಂದು ಬೆಳಿಗ್ಗೆ 10:00 ಗಂಟೆಯಿದ ಸಂಜೆ 4:00 ಗಂಟೆಯವರೆಗೆ ಬನ್ನಿಮಂಟಪ ವಿದ್ಯುತ್ ವಿತರಣಾ ಕೇಂದ್ರದಿಂದ ಹೊರಹೊಮ್ಮುವ ಸಿದ್ದಲಿಂಗಪುರ ಎನ್.ಜೆ.ವೈ ಮತ್ತು ನಾಗನಹಳ್ಳಿ ಐ.ಪಿ ಫೀಡರ್ನಲ್ಲಿ ತುರ್ತು ನಿರ್ವಹಣಾ ಕಾಮಗಾರಿಯನ್ನು ಹಮ್ಮಿಕೊಂಡಿರುವುದರಿಂದ ಕೆ.ಆರ್ ಮಿಲ್ ಕಾಲೋನಿ, ಸಿದ್ದಲಿಂಗಪುರ, ಕಳಸ್ತವಾಡಿ, ನಾಗನಹಳ್ಳಿ, ಲಕ್ಷ್ಮಿಪುರ, ಕೆ.ಆರ್ ಮಿಲ್ ಹಾಗೂ ಸುತ್ತ-ಮುತ್ತಲಿನ ಪ್ರದೇಶಗಳಲ್ಲಿ ವಿದ್ಯುತ್ ವ್ಯತ್ಯಯವಾಗಲಿದ್ದು, ಸಾರ್ವಜನಿಕರು ಸಹಕರಿಸಬೇಕು ಎಂದು ನ.ರಾ.ಮೊಹಲ್ಲಾ ವಿಭಾಗದ ಕಾರ್ಯ ಮತ್ತು ಪಾಲನೆಯ ಕಾರ್ಯನಿರ್ವಾಹಕ ಇಂಜಿನಿಯರ್(ವಿ) ತಿಳಿಸಿದ್ದಾರೆ.	[22, 357, 299, 494]
lead-body-right	[819, 172, 1523, 489]
continued-col-b	[773, 1212, 1157, 2046]
photo-caption: ಪ್ರಧಾನಮಂತ್ರಿಗಳಿಗೆ ಪತ್ರ ಬರೆದಿದ್ದ ನಾವು ಕೊಡ ಪಕ್ಷವಾಗಿ ಜನರ ಹಿತ ದೃಷ್ಟಿಯಿಂದ ಪ್ರಸ್ತಾಪ ಮಾಡಿದ್ದೇವೆ. ಯಾವ ಆಧಾರದ ಮೇಲೆ 40% ಕಮಿಷನ್ ಆರೋಪ ಮಾಡಿದ್ದೆವು.	[571, 429, 809, 472]
grant-photo	[552, 662, 932, 876]
story-text: ಅನಾಮಧೇಯ ಪತ್ರದಲ್ಲಿ, ‘ರುದ್ರೇಶ್ ಆತ್ಮಹತ್ಯೆ ಮಾಡಿಕೊಂಡಿಲ್ಲ ಕೊಲೆ. ತಹಶೀಲ್ದಾರ್ ಆಪ್ತ ಡ್ರೈವರ್ ಯಲ್ಲಪ್ಪ ಬಡಸದ ಕೊಲೆಗೆ ಸೂತ್ರದಾರ. ತಹಶೀಲ್ದಾರರ ಜೀಪ್ ಚೆಕ್ ಮಾಡಿದರೆ ಎಲ್ಲಾ ಸಿಗುತ್ತವೆ. ಅದು ಸೂಸೈಡ್ ಅಂತಿದ್ದಾರೆ. ಆದರೆ, ಅದ್ರೇ ಆತ್ಮಹತ್ಯೆ ಅಲ್ಲ. ಡ್ರೈವರ್ ಯಲ್ಲಪ್ಪನ ವಿಚಾರಣೆ ಮಾಡಿದರೆ ಕೊಲೆ ರಹಸ್ಯ ಹೊರಗೆ ಬರುತ್ತದೆ. ಯಲ್ಲಪ್ಪನ ಹೆಂಡತಿ	[401, 1691, 761, 1755]
story-paragraph: 120 ಮಂದಿ ಬಲಿ: ಉಕ್ರೇನ್‌ನ ಇಂಧನ ಮೂಲಸೌಕರ್ಯಗಳನ್ನು ಗುರಿಯಾಗಿಸಿ ರಷ್ಯಾ ಸೇನೆ ಭಾನುವಾರ 120 ಕ್ಷಿಪಣಿಗಳನ್ನು ಹಾರಿಸಿದೆ. ಇದರಿಂದಾಗಿ ಇಬ್ಬರು ನಾಗರಿಕರು ಮೃತಪಟ್ಟಿದ್ದಾರೆ ಎಂದು ಉಕ್ರೇನ್ ಅಧ್ಯಕ್ಷ ವೊಲೊಡಿಮಿರ್ ಝೆಲೆನ್‌ಸ್ಕಿ ಆರೋಪಿಸಿದ್ದಾರೆ.	[401, 1420, 761, 1467]
story-paragraph: ರುದ್ರೇಶ್ ಅವರ ಸಾವು ಪ್ರಕರಣ ದೊಡ್ಡ ಮಟ್ಟದಲ್ಲಿ ಚರ್ಚೆಗೆ ಗ್ರಾಸವಾಗಿತ್ತು.	[773, 1214, 1022, 1227]
dateline: ಮೈಸೂರು:	[18, 536, 58, 549]
badge-line: ಜಾತ್ರೆಗಳ	[1212, 1706, 1266, 1728]
fair-ban-badge	[1203, 1668, 1296, 1781]
sidebar-headline: ಸಾಲ ಸೌಲಭ್ಯಕ್ಕಾಗಿ ಅರ್ಜಿ	[91, 106, 299, 138]
fair-ban-body: ಎಲ್ಲಾ ವಿಧದ ಸಂತೆ ಜಾತ್ರೆಗಳನ್ನು ನಿಷೇಧಿಸಲಾಗಿದೆ. ಮೈಸೂರು ತಾಲೂಕಿನ 24-ಜಯಪುರ, 18-ಸೋಮೇಶ್ವರಪುರ, 15-ವರುಣ, ಟಿ.ನರಸೀಪುರ ತಾಲೂಕಿನ 24-ಟಿ.ದೊಡ್ಡಪುರ, 27-ಕೊತ್ತೇಗಾಲ, 23-ಕಲಿಯೂರು, ಹುಣಸೂರು ತಾಲೂಕಿನ 17-ಬಿಳಿಗೆರೆ, 5-ಮುಳ್ಳೂರು, 32-ಉಮ್ಮತ್ತೂರು, ಸಾಲಿಗ್ರಾಮ ತಾಲೂಕಿನ 30-ಹಳಿಯೂರು, 5-ಲಕ್ಷ್ಮಿಪುರ, ಪಿರಿಯಾಪಟ್ಟಣ ತಾಲೂಕಿನ 20-ಮಾಲಂಗಿ, 9-ಬೆಟ್ಟದಪುರ, 19-ಪಂಚವಳ್ಳಿ, ಸರಗೂರು ತಾಲೂಕಿನ 5-ಮುಳ್ಳೂರು, 12-ಬಿ ಮಟಕೆರೆ, ನಂಜನಗೂಡು ತಾಲೂಕಿನ 15-ಕಾರ್ಯ, ಹುಳಿಮಾವು ಹಾಗೂ ಕುರಿಹುಂಡಿ ಗ್ರಾಮ ಪಂಚಾಯಿತಿಗಳಲ್ಲಿ ನವೆಂಬರ್ 23 ರಂದು ಬೆಳಗ್ಗೆ 6 ಗಂಟೆಯಿಂದ ಸಂಜೆ 6 ಗಂಟೆಯವರೆಗೆ ಎಲ್ಲಾ ವಿಧದ ಸಂತೆ ಜಾತ್ರೆಗಳನ್ನು ಸಂಪೂರ್ಣವಾಗಿ ನಿಷೇಧಿಸಲಾಗಿದೆ ಎಂದು ಜಿಲ್ಲಾಧಿಕಾರಿಗಳಾದ ಜಿ. ಲಕ್ಷ್ಮಿಕಾಂತ್ ರೆಡ್ಡಿ ಅವರು ಪ್ರಕಟಣೆಯಲ್ಲಿ ತಿಳಿಸಿದ್ದಾರೆ.	[1203, 1759, 1504, 1950]
story-text: ಬೋಗಾದಿ ಪಟ್ಟಣ ಪಂಚಾಯಿತಿಯಲ್ಲಿ ಅನುಷ್ಠಾನಗೊಳ್ಳುತ್ತಿರುವ ಡೇ ನಲ್ಮ್ ಯೋಜನೆಯ ವತಿಯಿಂತ ಪಟ್ಟಣ ಪಂಚಾಯಿತಿ ವ್ಯಾಪ್ತಿಯ ಬೀದಿ ಬದಿ ವ್ಯಾಪಾರಿಗಳ ಆತ್ಮ ನಿರ್ಭರ್ ನಿಧಿ (ಪಿ.ಎಂ.ಸ್ವನಿಧಿ) ಯೋಜನೆಯಡಿ ಬ್ಯಾಂಕ್ ಮೂಲಕ ಸಾಲ ಸೌಲಭ್ಯ ಪಡೆಯಲು ಅರ್ಜಿ ಆಹ್ವಾನಿಸಲಾಗಿದೆ. ಅರ್ಹ ಬೀದಿ ಬದಿ ವ್ಯಾಪಾರಿಗಳು ಹತ್ತಿರದ ಸಿ.ಎಸ್.ಸಿ ಕಂಪ್ಯೂಟರ್ ಕೇಂದ್ರಗಳಲ್ಲಿ ಅರ್ಜಿಯನ್ನು ಸಲ್ಲಿಸಬಹುದು. ಹೆಚ್ಚಿನ ಮಾಹಿತಿಗಾಗಿ ಪಟ್ಟಣ ಪಂಚಾಯಿತಿಯ ಸಂಬಂಧಿಸಿದ ಶಾಖೆಯನ್ನು ಕಛೇರಿ ವೇಳೆಯಲ್ಲಿ ಸಂಪರ್ಕಿಸಬಹುದು ಹಾಗೂ ಕಚೇರಿಯ ಮೊ.ಸಂ:0821-2331099 ಅಥವಾ ಸಹಾಯವಾಣಿ:080-23108108 ನ್ನು ಸಂಪರ್ಕಿಸಬಹುದು ಎಂದು ಬೋಗಾದಿ ಪಟ್ಟಣ ಪಂಚಾಯಿತಿಯ ಮುಖ್ಯಾಧಿಕಾರಿ ಅವರು ಪ್ರಕಟಣೆಯಲ್ಲಿ ತಿಳಿಸಿದ್ದಾರೆ.	[20, 142, 299, 315]
sidebar-body	[15, 139, 299, 317]
sidebar-body	[15, 534, 299, 730]
masthead	[8, 1, 306, 91]
story-paragraph: ರಾಯಚೂರಿನಲ್ಲಿ ಮಾಧ್ಯಮದವರೊಂದಿಗೆ ಮಾತನಾಡಿದ ಅವರು, ಮಂತ್ರಾಲಯ ಮಠದ ಜಾಗ ಆದೋನಿ ನವಾಬರು ಕೊಟ್ಟಿದ್ದು, ಅದನ್ನು ಹೇಗೆ ವಕ್ಫ್ ಬೋರ್ಡ್ ಆಸ್ತಿ ಎಂದು ಯಾರದರೂ ಕೇಳಲು ಹೋಗಿದ್ದಾರಾ? ನಮ್ಮ ಪೂರ್ವಜರು ಕೊಟ್ಟ ಜಾಗವನ್ನು ನಾವು ಯಾವತ್ತೂ ಕೇಳಿಲ್ಲ. ಇದು ಸೌಹಾರ್ದತೆಯ ಸಂಕೇತ ಎಂದು ಹೇಳಿದ್ದಾರೆ.	[1177, 2157, 1521, 2221]
story-text: ಬಿಜೆಪಿಯವರು ತಮ್ಮ ಅಸ್ತಿತ್ವ ಉಳಿಸಿಕೊಳ್ಳಲು ವಕ್ಫ್ ಅಭಿಯಾನ ಮಾಡುತ್ತಿದ್ದಾರೆ ಎಂದು ಸಚಿವ ಪ್ರಿಯಾಂಕ್ ಖರ್ಗೆ ಕಿಡಿಕಾರಿದ್ದಾರೆ. ಬೆಂಗಳೂರಿನಲ್ಲಿ ಮಾತನಾಡಿದ ಅವರು, ಬಿಜೆಪಿ ಅವರು ಹೋರಾಟ ಮಾಡುತ್ತಿದ್ದಾರೆ. ವಕ್ಫ್ ವಿಚಾರವಾಗಿ ಯಾರೂ ಮಾತನಾಡಬೇಕಿಲ್ಲ. ಈ ಬಗ್ಗೆ ಸರ್ಕಾರ ಸ್ಪಷ್ಟನೆ ನೀಡಿದೆ. ಕೇಂದ್ರ ಸರ್ಕಾರ ವಕ್ಫ್ ಆಸ್ತಿ ಬಗ್ಗೆ ಯಾಕೆ ಮಾತನಾಡುತ್ತಿಲ್ಲ ಎಂದು ಪ್ರಶ್ನಿಸಿದರು.	[8, 2128, 308, 2209]
person-body	[587, 325, 793, 424]
right-column-divider	[1167, 1206, 1168, 2408]
continued-banner	[401, 1212, 761, 1246]
story-text: ಗ್ರಾಮ ಪಂಚಾಯಿತಿ ಉಪ ಚುನಾವಣೆ-2024 ರ ಸಂಬಂಧ ಮತದಾನದ ಕಾರ್ಯವನ್ನು ಸುಸೂತ್ರವಾಗಿ ನಡೆಸಲು ಹಾಗೂ ಶಾಂತಿಯುತವಾಗಿ ಕಾನೂನು ಸುವ್ಯವಸ್ಥೆಯನ್ನು ಕಾಪಾಡುವ ದೃಷ್ಟಿಯಿಂದ ಈ ಗ್ರಾಮ ಪಂಚಾಯಿತಿಗಳ ವ್ಯಾಪ್ತಿಯಲ್ಲಿ ಮದ್ಯ ಮಾರಾಟವನ್ನು ನಿಷೇಧಿಸಲಾಗಿದೆ. ಮೈಸೂರು ತಾಲೂಕಿನ 24-ಜಯಪುರ, 18-ಸೋಮೇಶ್ವರಪುರ, 15-ವರುಣ, ಟಿ.ನರಸೀಪುರ ತಾಲೂಕಿನ 24-ಟಿ.ದೊಡ್ಡಪುರ, 27-ಕೊತ್ತೇಗಾಲ, 23-ಕಲಿಯೂರು, ಹುಣಸೂರು ತಾಲೂಕಿನ 17-ಬಿಳಿಗೆರೆ, 5-ಮುಳ್ಳೂರು, 32-ಉಮ್ಮತ್ತೂರು, ಸಾಲಿಗ್ರಾಮ ತಾಲೂಕಿನ 30-ಹಳಿಯೂರು, 5-ಲಕ್ಷ್ಮಿಪುರ, ಪಿರಿಯಾಪಟ್ಟಣ ತಾಲೂಕಿನ 20-ಮಾಲಂಗಿ, 9-ಬೆಟ್ಟದಪುರ, 19-ಪಂಚವಳ್ಳಿ, ಸರಗೂರು ತಾಲೂಕಿನ 5-ಮುಳ್ಳೂರು, 12-ಬಿ ಮಟಕೆರೆ, ನಂಜನಗೂಡು ತಾಲೂಕಿನ 15-ಕಾರ್ಯ, ಹುಳಿಮಾವು ಹಾಗೂ ಕುರಿಹುಂಡಿ ಗ್ರಾಮ ಪಂಚಾಯಿತಿಗಳಲ್ಲಿ ನವೆಂಬರ್ 21 ರಂದು ಸಂಜೆ 5:00 ಗಂಟೆಯಿಂದ ನವೆಂಬರ್ 23 ರ ಮಧ್ಯರಾತ್ರಿ 12 ಗಂಟೆಯವರೆಗೆ ಎಲ್ಲಾ ಮದ್ಯದ ಅಂಗಡಿಗಳನ್ನು ಮುಚ್ಚಬೇಕು ಎಂದು ಜಿಲ್ಲಾಧಿಕಾರಿಗಳು ಹಾಗೂ ಜಿಲ್ಲಾ ದಂಡಾಧಿಕಾರಿಗಳಾದ ಜಿ. ಲಕ್ಷ್ಮಿಕಾಂತ್ ರೆಡ್ಡಿ ಅವರು ಪ್ರಕಟಣೆಯಲ್ಲಿ ತಿಳಿಸಿದ್ದಾರೆ.	[1177, 1288, 1521, 1488]
story-text: ಸದ್ಯ ಬಿಬಿಎಂಪಿಯ ಎಂಟು ವಲಯಗಳಲ್ಲಿ ಇ-ಖಾತಾ ಹಂಚಿಕೆ ಮಾಡಲಾಗುತ್ತಿದೆ. ಇತ್ತ ಇ-ಖಾತಾ ಜೊತೆಗೆ ಆಸ್ತಿಗಳನ್ನ ಡಿಜಿಟಲೀಕರಣ ಮಾಡಲು ಕೂಡ ವೇಗ ನೀಡುತ್ತಿರುವ ಬಿಬಿಎಂಪಿ, ಬೆಂಗಳೂರಿನ ಆಸ್ತಿ ತೆರಿಗೆ ವಂಚಕರ ಮೇಲೂ ನಿಗಾ ಇಡಲು ಸಜ್ಜಾಗಿದೆ. ಸದ್ಯದ ವ್ಯವಸ್ಥೆಯಲ್ಲಿ ಇ-ಖಾತಾ ಪಡೆಯಲು ಹಲವು ಸಮಸ್ಯೆಗಳನ್ನು ಎದುರಿಸುತ್ತಿರುವ ಬೆಂಗಳೂರು ಮಂದಿಗೆ, ಪಾಲಿಕೆಯ ಈ ಹೊಸ ಯೋಜನೆಯಿಂದ ಸಹಕಾರವಾಗಲಿದೆಯೇ ಎಂಬುದನ್ನು ಕಾದುನೋಡಬೇಕಿದೆ.	[401, 1566, 761, 1647]
sidebar-body	[15, 354, 299, 497]
story-paragraph: ಬೀದರ್, ಕಲಬುರಗಿ, ಯಾದಗಿರಿ, ರಾಯಚೂರು, ವಿಜಯನಗರ, ಬಳ್ಳಾರಿ, ಕೊಪ್ಪಳ ಜಿಲ್ಲಾ ಕೇಂದ್ರಗಳು ಹಾಗೂ ಭಾಲ್ಕಿ, ಜೇವರ್ಗಿ, ಶಹಾಪುರ, ಸಿಂಧನೂರು, ಹಗರಿ ಬೊಮ್ಮನಹಳ್ಳಿ, ಕೂಡ್ಲಿಗಿ, ಗಂಗಾವತಿ ಮತ್ತು ಕುಷ್ಟಗಿ ತಾಲೂಕು ಕೇಂದ್ರಗಳಲ್ಲಿ ಪರೀಕ್ಷೆಗಳು ನಡೆಯುತ್ತಿದೆ. ಭಾನುವಾರದ ಪರೀಕ್ಷೆಗೆ 99,107 ಅಭ್ಯರ್ಥಿಗಳು ಹೆಸರು ನೋಂದಾಯಿಸಿಕೊಂಡಿದ್ದರು ಎಂದು ಕೆಪಿಎಸ್‌ಸಿ ತಿಳಿಸಿತ್ತು.	[8, 1368, 380, 1432]
